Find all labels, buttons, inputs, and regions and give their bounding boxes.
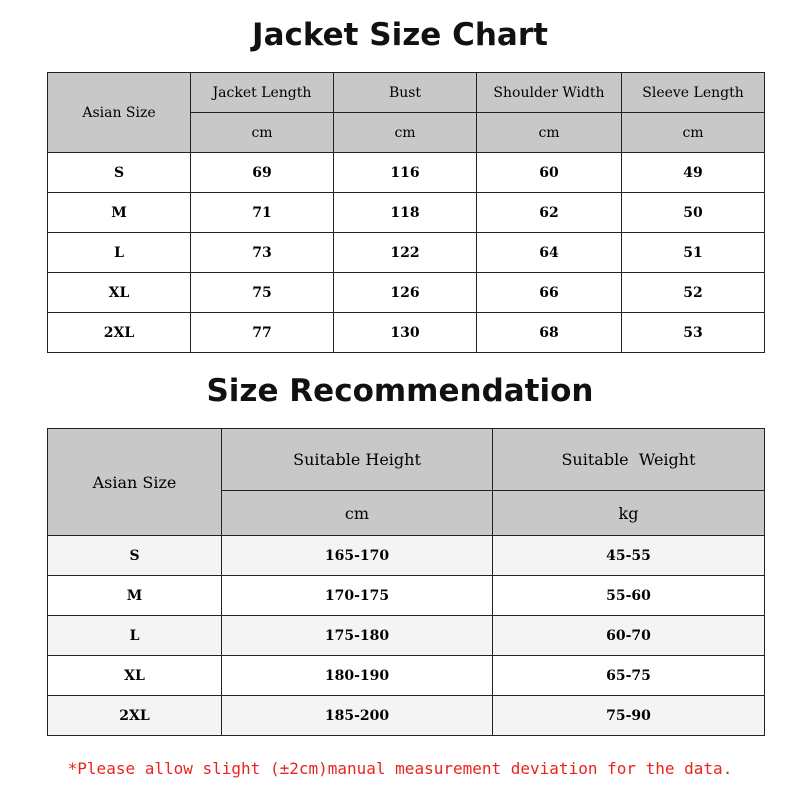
size-cell: M	[48, 576, 222, 616]
value-cell: 66	[477, 273, 622, 313]
table-row	[48, 576, 765, 616]
size-cell: S	[48, 536, 222, 576]
value-cell: 126	[334, 273, 477, 313]
value-cell: 65-75	[493, 656, 765, 696]
size-cell: M	[48, 193, 191, 233]
column-header: Jacket Length	[191, 73, 334, 113]
value-cell: 75	[191, 273, 334, 313]
value-cell: 75-90	[493, 696, 765, 736]
value-cell: 165-170	[222, 536, 493, 576]
value-cell: 51	[622, 233, 765, 273]
size-cell: 2XL	[48, 313, 191, 353]
corner-header: Asian Size	[48, 429, 222, 536]
size-recommendation-table	[47, 428, 765, 736]
corner-header: Asian Size	[48, 73, 191, 153]
value-cell: 50	[622, 193, 765, 233]
table-row	[48, 536, 765, 576]
size-cell: S	[48, 153, 191, 193]
value-cell: 185-200	[222, 696, 493, 736]
value-cell: 60-70	[493, 616, 765, 656]
size-recommendation-title: Size Recommendation	[206, 373, 594, 409]
value-cell: 64	[477, 233, 622, 273]
value-cell: 62	[477, 193, 622, 233]
value-cell: 53	[622, 313, 765, 353]
column-header: Sleeve Length	[622, 73, 765, 113]
value-cell: 77	[191, 313, 334, 353]
table-row	[48, 273, 765, 313]
value-cell: 45-55	[493, 536, 765, 576]
table-row	[48, 696, 765, 736]
column-header: Bust	[334, 73, 477, 113]
unit-header: kg	[493, 491, 765, 536]
value-cell: 49	[622, 153, 765, 193]
table-row	[48, 153, 765, 193]
value-cell: 52	[622, 273, 765, 313]
measurement-note: *Please allow slight (±2cm)manual measurement deviation for the data.	[67, 759, 733, 778]
size-cell: XL	[48, 273, 191, 313]
value-cell: 170-175	[222, 576, 493, 616]
jacket-size-table	[47, 72, 765, 353]
value-cell: 60	[477, 153, 622, 193]
unit-header: cm	[477, 113, 622, 153]
value-cell: 175-180	[222, 616, 493, 656]
jacket-size-chart-title: Jacket Size Chart	[252, 17, 548, 53]
table-row	[48, 313, 765, 353]
value-cell: 122	[334, 233, 477, 273]
table-row	[48, 233, 765, 273]
value-cell: 130	[334, 313, 477, 353]
column-header: Suitable Weight	[493, 429, 765, 491]
unit-header: cm	[222, 491, 493, 536]
column-header: Shoulder Width	[477, 73, 622, 113]
size-cell: L	[48, 233, 191, 273]
value-cell: 180-190	[222, 656, 493, 696]
value-cell: 69	[191, 153, 334, 193]
table-row	[48, 193, 765, 233]
size-cell: 2XL	[48, 696, 222, 736]
value-cell: 73	[191, 233, 334, 273]
value-cell: 68	[477, 313, 622, 353]
value-cell: 55-60	[493, 576, 765, 616]
size-cell: L	[48, 616, 222, 656]
value-cell: 118	[334, 193, 477, 233]
table-row	[48, 656, 765, 696]
unit-header: cm	[191, 113, 334, 153]
unit-header: cm	[622, 113, 765, 153]
column-header: Suitable Height	[222, 429, 493, 491]
value-cell: 116	[334, 153, 477, 193]
table-row	[48, 616, 765, 656]
value-cell: 71	[191, 193, 334, 233]
unit-header: cm	[334, 113, 477, 153]
size-cell: XL	[48, 656, 222, 696]
